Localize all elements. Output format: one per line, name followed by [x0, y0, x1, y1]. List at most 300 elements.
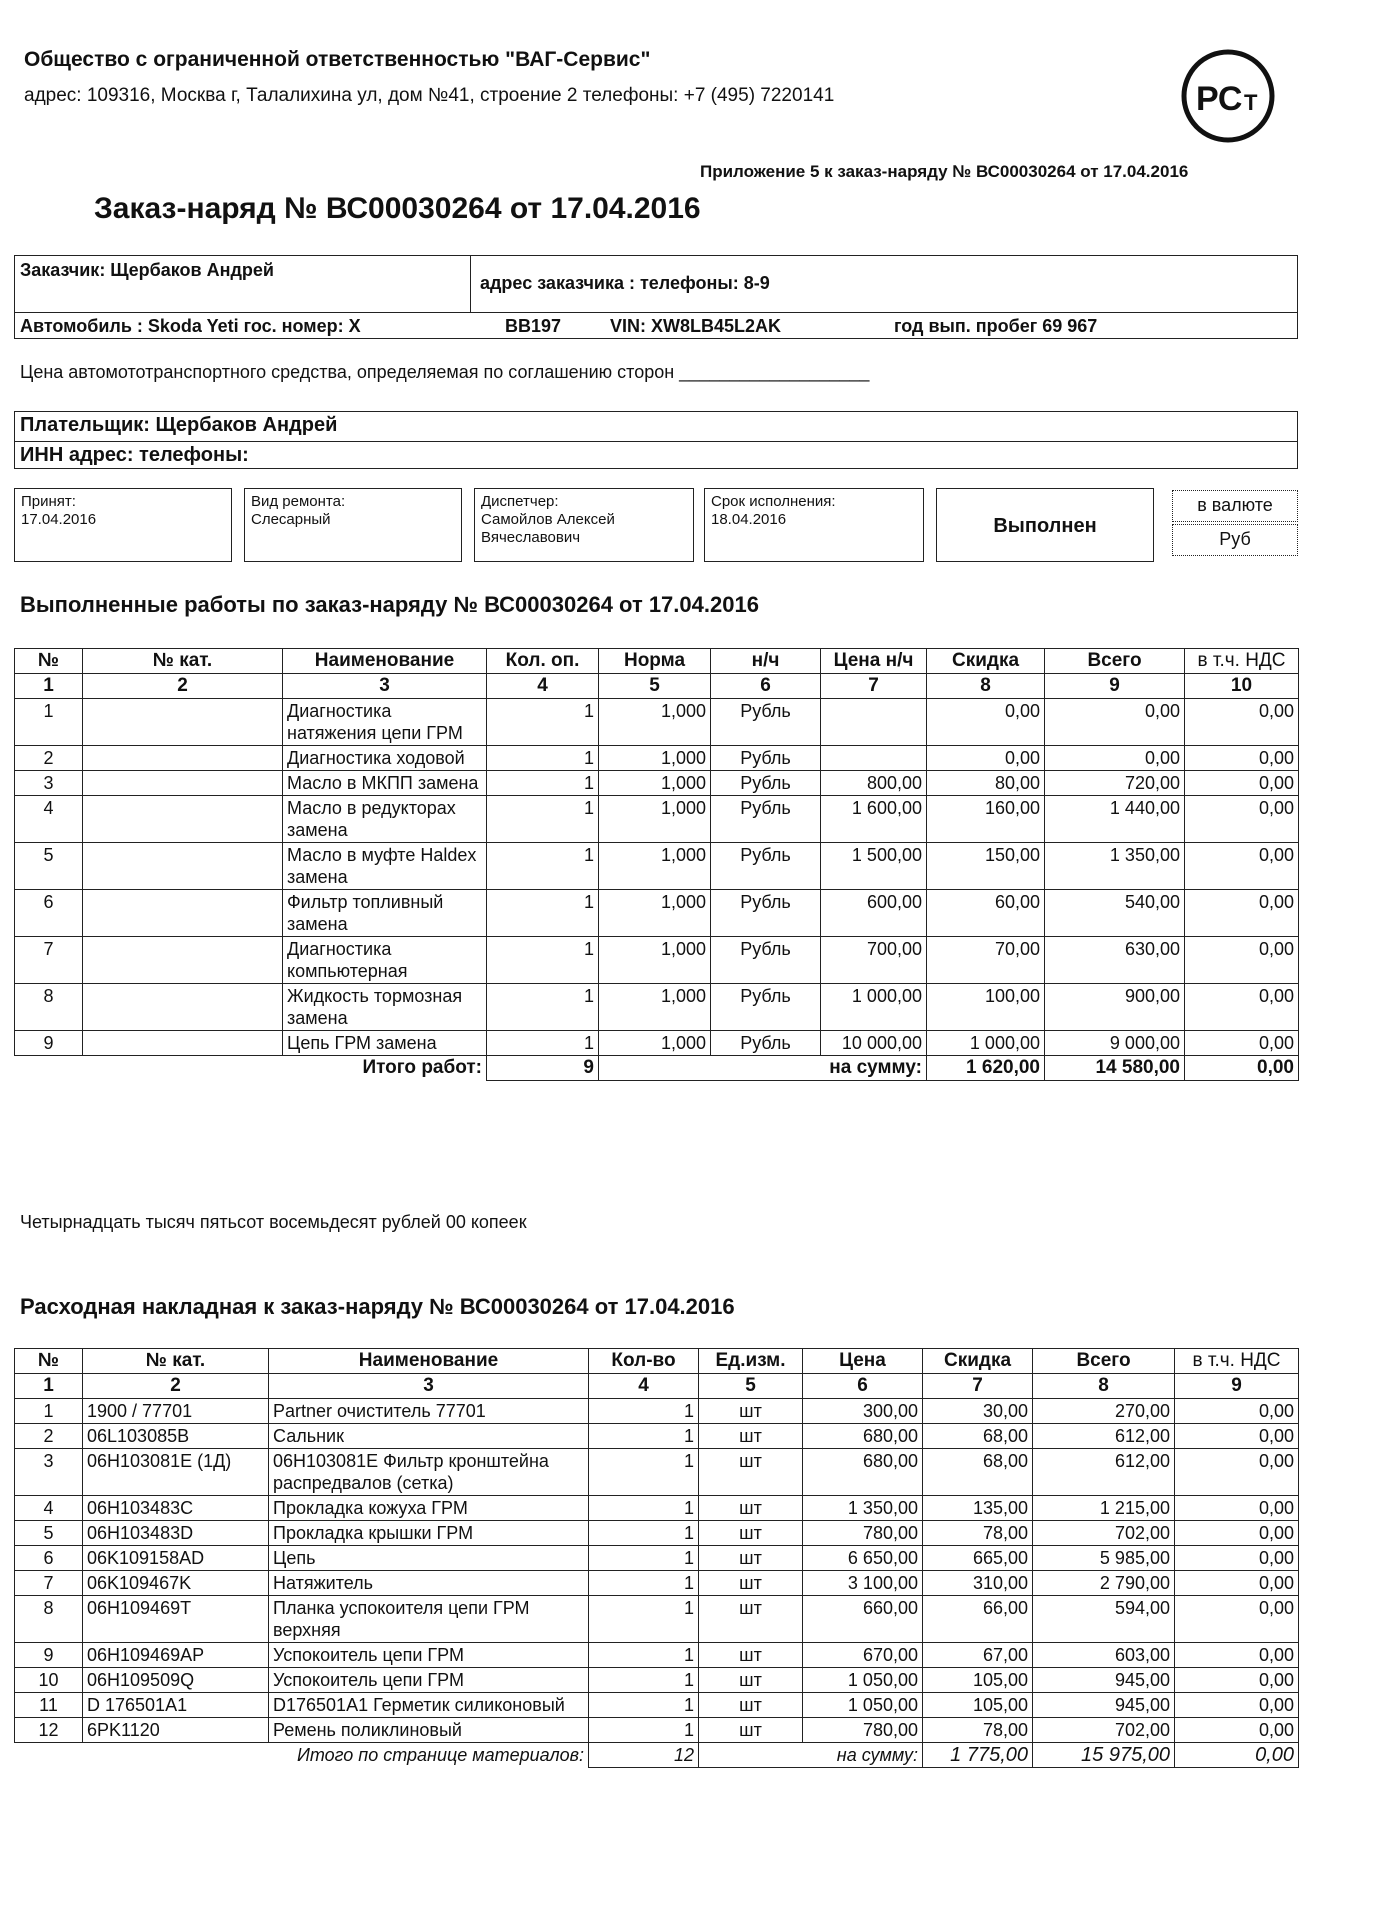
cell-unit: Рубль — [711, 843, 821, 890]
cell-total: 630,00 — [1045, 937, 1185, 984]
cell-unit: шт — [699, 1668, 803, 1693]
cell-name: Прокладка крышки ГРМ — [269, 1521, 589, 1546]
cell-qty: 1 — [589, 1571, 699, 1596]
col-index: 10 — [1185, 674, 1299, 699]
cell-name: 06H103081E Фильтр кронштейна распредвалов (сетка) — [269, 1449, 589, 1496]
cell-price: 300,00 — [803, 1399, 923, 1424]
cell-vat: 0,00 — [1185, 984, 1299, 1031]
cell-name: Жидкость тормозная замена — [283, 984, 487, 1031]
cell-discount: 68,00 — [923, 1424, 1033, 1449]
col-header: Скидка — [927, 649, 1045, 674]
cell-vat: 0,00 — [1175, 1424, 1299, 1449]
table-row — [15, 746, 1299, 771]
col-header: Наименование — [269, 1349, 589, 1374]
cell-qty: 1 — [589, 1596, 699, 1643]
rst-certification-logo — [1180, 48, 1276, 144]
repair-type-box — [244, 488, 462, 562]
cell-price — [821, 699, 927, 746]
works-table — [14, 648, 1299, 1081]
cell-vat: 0,00 — [1185, 890, 1299, 937]
cell-n: 6 — [15, 890, 83, 937]
cell-name: Диагностика ходовой — [283, 746, 487, 771]
cell-total: 0,00 — [1045, 699, 1185, 746]
accepted-box — [14, 488, 232, 562]
cell-total: 603,00 — [1033, 1643, 1175, 1668]
col-header: Скидка — [923, 1349, 1033, 1374]
cell-price: 1 000,00 — [821, 984, 927, 1031]
table-row — [15, 1668, 1299, 1693]
svg-text:Т: Т — [1244, 90, 1258, 115]
col-header: Всего — [1045, 649, 1185, 674]
col-header: Норма — [599, 649, 711, 674]
materials-total-discount: 1 775,00 — [923, 1743, 1033, 1768]
materials-section-title: Расходная накладная к заказ-наряду № ВС00030264 от 17.04.2016 — [20, 1294, 735, 1319]
cell-cat: 6PK1120 — [83, 1718, 269, 1743]
cell-qty: 1 — [589, 1546, 699, 1571]
works-sum-label: на сумму: — [599, 1056, 927, 1081]
table-row — [15, 1596, 1299, 1643]
col-index: 1 — [15, 674, 83, 699]
cell-n: 3 — [15, 1449, 83, 1496]
cell-price: 1 600,00 — [821, 796, 927, 843]
cell-discount: 66,00 — [923, 1596, 1033, 1643]
table-row — [15, 796, 1299, 843]
cell-total: 1 350,00 — [1045, 843, 1185, 890]
cell-unit: Рубль — [711, 1031, 821, 1056]
col-header: Кол-во — [589, 1349, 699, 1374]
materials-total-qty: 12 — [589, 1743, 699, 1768]
cell-price: 780,00 — [803, 1718, 923, 1743]
cell-total: 945,00 — [1033, 1693, 1175, 1718]
cell-price: 700,00 — [821, 937, 927, 984]
col-header: н/ч — [711, 649, 821, 674]
page-title: Заказ-наряд № ВС00030264 от 17.04.2016 — [94, 192, 701, 225]
col-index: 5 — [699, 1374, 803, 1399]
cell-total: 1 440,00 — [1045, 796, 1185, 843]
cell-price: 680,00 — [803, 1424, 923, 1449]
cell-cat: D 176501A1 — [83, 1693, 269, 1718]
cell-qty: 1 — [589, 1643, 699, 1668]
cell-total: 612,00 — [1033, 1424, 1175, 1449]
cell-vat: 0,00 — [1175, 1718, 1299, 1743]
cell-discount: 70,00 — [927, 937, 1045, 984]
cell-name: D176501A1 Герметик силиконовый — [269, 1693, 589, 1718]
status-badge: Выполнен — [993, 515, 1097, 537]
accepted-label: Принят: — [21, 493, 76, 510]
cell-n: 7 — [15, 937, 83, 984]
cell-unit: шт — [699, 1571, 803, 1596]
cell-cat — [83, 843, 283, 890]
cell-unit: шт — [699, 1424, 803, 1449]
cell-n: 9 — [15, 1643, 83, 1668]
cell-total: 900,00 — [1045, 984, 1185, 1031]
cell-vat: 0,00 — [1185, 796, 1299, 843]
cell-vat: 0,00 — [1185, 771, 1299, 796]
cell-norm: 1,000 — [599, 796, 711, 843]
cell-n: 8 — [15, 984, 83, 1031]
cell-name: Сальник — [269, 1424, 589, 1449]
cell-qty: 1 — [589, 1496, 699, 1521]
cell-cat — [83, 746, 283, 771]
customer-row-divider — [14, 312, 1298, 313]
cell-unit: Рубль — [711, 771, 821, 796]
cell-n: 10 — [15, 1668, 83, 1693]
payer-info: ИНН адрес: телефоны: — [20, 444, 249, 466]
cell-unit: шт — [699, 1693, 803, 1718]
cell-qty: 1 — [487, 699, 599, 746]
cell-name: Успокоитель цепи ГРМ — [269, 1668, 589, 1693]
cell-n: 7 — [15, 1571, 83, 1596]
currency-value: Руб — [1172, 524, 1298, 556]
cell-qty: 1 — [589, 1718, 699, 1743]
cell-total: 702,00 — [1033, 1718, 1175, 1743]
cell-qty: 1 — [589, 1399, 699, 1424]
cell-cat: 06H103483D — [83, 1521, 269, 1546]
cell-discount: 30,00 — [923, 1399, 1033, 1424]
cell-total: 0,00 — [1045, 746, 1185, 771]
col-header: Всего — [1033, 1349, 1175, 1374]
works-total-sum: 14 580,00 — [1045, 1056, 1185, 1081]
col-index: 8 — [1033, 1374, 1175, 1399]
table-row — [15, 843, 1299, 890]
col-index: 2 — [83, 1374, 269, 1399]
cell-cat: 1900 / 77701 — [83, 1399, 269, 1424]
cell-qty: 1 — [589, 1424, 699, 1449]
cell-price: 6 650,00 — [803, 1546, 923, 1571]
deadline-box — [704, 488, 924, 562]
cell-n: 3 — [15, 771, 83, 796]
table-row — [15, 1424, 1299, 1449]
cell-n: 2 — [15, 746, 83, 771]
cell-qty: 1 — [487, 984, 599, 1031]
col-header: № — [15, 1349, 83, 1374]
cell-total: 5 985,00 — [1033, 1546, 1175, 1571]
cell-cat: 06K109158AD — [83, 1546, 269, 1571]
works-total-qty: 9 — [487, 1056, 599, 1081]
col-index: 4 — [487, 674, 599, 699]
col-header: Цена н/ч — [821, 649, 927, 674]
col-index: 7 — [821, 674, 927, 699]
col-index: 4 — [589, 1374, 699, 1399]
cell-discount: 78,00 — [923, 1521, 1033, 1546]
table-row — [15, 1546, 1299, 1571]
cell-cat: 06L103085B — [83, 1424, 269, 1449]
cell-discount: 78,00 — [923, 1718, 1033, 1743]
col-index: 3 — [269, 1374, 589, 1399]
col-index: 6 — [803, 1374, 923, 1399]
materials-table — [14, 1348, 1299, 1768]
col-header: Наименование — [283, 649, 487, 674]
cell-name: Масло в МКПП замена — [283, 771, 487, 796]
cell-price: 780,00 — [803, 1521, 923, 1546]
col-index: 9 — [1175, 1374, 1299, 1399]
col-index: 1 — [15, 1374, 83, 1399]
table-row — [15, 1693, 1299, 1718]
col-index: 5 — [599, 674, 711, 699]
cell-vat: 0,00 — [1175, 1521, 1299, 1546]
cell-name: Цепь — [269, 1546, 589, 1571]
col-index: 7 — [923, 1374, 1033, 1399]
cell-discount: 665,00 — [923, 1546, 1033, 1571]
cell-cat: 06K109467K — [83, 1571, 269, 1596]
svg-text:РС: РС — [1196, 80, 1243, 118]
cell-unit: шт — [699, 1546, 803, 1571]
materials-sum-label: на сумму: — [699, 1743, 923, 1768]
appendix-note: Приложение 5 к заказ-наряду № ВС00030264 от 17.04.2016 — [700, 162, 1189, 181]
company-name: Общество с ограниченной ответственностью "ВАГ-Сервис" — [24, 48, 651, 71]
cell-unit: шт — [699, 1718, 803, 1743]
table-row — [15, 1031, 1299, 1056]
payer-name: Плательщик: Щербаков Андрей — [20, 414, 338, 436]
cell-unit: Рубль — [711, 937, 821, 984]
cell-total: 270,00 — [1033, 1399, 1175, 1424]
cell-unit: Рубль — [711, 699, 821, 746]
works-total-label: Итого работ: — [362, 1057, 482, 1078]
cell-unit: Рубль — [711, 746, 821, 771]
cell-unit: Рубль — [711, 984, 821, 1031]
cell-vat: 0,00 — [1185, 843, 1299, 890]
cell-total: 720,00 — [1045, 771, 1185, 796]
deadline-date: 18.04.2016 — [711, 511, 787, 528]
cell-name: Цепь ГРМ замена — [283, 1031, 487, 1056]
cell-vat: 0,00 — [1185, 937, 1299, 984]
cell-name: Диагностика компьютерная — [283, 937, 487, 984]
dispatcher-label: Диспетчер: — [481, 493, 559, 510]
cell-qty: 1 — [589, 1693, 699, 1718]
deadline-label: Срок исполнения: — [711, 493, 836, 510]
table-row — [15, 890, 1299, 937]
currency-label: в валюте — [1172, 490, 1298, 522]
table-row — [15, 699, 1299, 746]
materials-total-vat: 0,00 — [1175, 1743, 1299, 1768]
table-row — [15, 1521, 1299, 1546]
cell-unit: Рубль — [711, 796, 821, 843]
cell-vat: 0,00 — [1175, 1693, 1299, 1718]
cell-n: 4 — [15, 796, 83, 843]
table-row — [15, 1718, 1299, 1743]
cell-name: Прокладка кожуха ГРМ — [269, 1496, 589, 1521]
col-index: 6 — [711, 674, 821, 699]
cell-qty: 1 — [589, 1449, 699, 1496]
cell-norm: 1,000 — [599, 699, 711, 746]
cell-norm: 1,000 — [599, 890, 711, 937]
works-section-title: Выполненные работы по заказ-наряду № ВС00030264 от 17.04.2016 — [20, 592, 759, 617]
cell-discount: 160,00 — [927, 796, 1045, 843]
cell-n: 11 — [15, 1693, 83, 1718]
cell-name: Планка успокоителя цепи ГРМ верхняя — [269, 1596, 589, 1643]
cell-discount: 68,00 — [923, 1449, 1033, 1496]
car-number: ВВ197 — [505, 316, 562, 336]
cell-n: 4 — [15, 1496, 83, 1521]
col-header: № кат. — [83, 649, 283, 674]
cell-name: Диагностика натяжения цепи ГРМ — [283, 699, 487, 746]
cell-price: 660,00 — [803, 1596, 923, 1643]
cell-price: 10 000,00 — [821, 1031, 927, 1056]
cell-cat: 06H103081E (1Д) — [83, 1449, 269, 1496]
cell-vat: 0,00 — [1175, 1496, 1299, 1521]
cell-price: 670,00 — [803, 1643, 923, 1668]
cell-discount: 310,00 — [923, 1571, 1033, 1596]
cell-qty: 1 — [589, 1521, 699, 1546]
cell-norm: 1,000 — [599, 1031, 711, 1056]
cell-vat: 0,00 — [1175, 1643, 1299, 1668]
cell-name: Partner очиститель 77701 — [269, 1399, 589, 1424]
cell-total: 9 000,00 — [1045, 1031, 1185, 1056]
cell-n: 9 — [15, 1031, 83, 1056]
cell-qty: 1 — [589, 1668, 699, 1693]
cell-price — [821, 746, 927, 771]
cell-vat: 0,00 — [1175, 1596, 1299, 1643]
cell-norm: 1,000 — [599, 843, 711, 890]
col-header: № — [15, 649, 83, 674]
accepted-date: 17.04.2016 — [21, 511, 97, 528]
cell-price: 1 050,00 — [803, 1693, 923, 1718]
col-header: в т.ч. НДС — [1185, 649, 1299, 674]
cell-total: 594,00 — [1033, 1596, 1175, 1643]
cell-cat: 06H103483C — [83, 1496, 269, 1521]
cell-vat: 0,00 — [1175, 1668, 1299, 1693]
col-header: № кат. — [83, 1349, 269, 1374]
cell-vat: 0,00 — [1175, 1449, 1299, 1496]
total-in-words: Четырнадцать тысяч пятьсот восемьдесят рублей 00 копеек — [20, 1212, 527, 1232]
cell-price: 1 500,00 — [821, 843, 927, 890]
cell-n: 8 — [15, 1596, 83, 1643]
dispatcher-box — [474, 488, 694, 562]
cell-cat — [83, 937, 283, 984]
cell-unit: шт — [699, 1399, 803, 1424]
cell-cat: 06H109469AP — [83, 1643, 269, 1668]
col-header: Кол. оп. — [487, 649, 599, 674]
table-row — [15, 1571, 1299, 1596]
table-row — [15, 984, 1299, 1031]
customer-address: адрес заказчика : телефоны: 8-9 — [480, 273, 770, 293]
cell-qty: 1 — [487, 1031, 599, 1056]
materials-total-sum: 15 975,00 — [1033, 1743, 1175, 1768]
cell-discount: 67,00 — [923, 1643, 1033, 1668]
cell-vat: 0,00 — [1185, 1031, 1299, 1056]
cell-n: 5 — [15, 1521, 83, 1546]
cell-name: Успокоитель цепи ГРМ — [269, 1643, 589, 1668]
cell-cat — [83, 1031, 283, 1056]
cell-qty: 1 — [487, 796, 599, 843]
cell-n: 2 — [15, 1424, 83, 1449]
table-row — [15, 771, 1299, 796]
cell-vat: 0,00 — [1185, 699, 1299, 746]
car-year-mileage: год вып. пробег 69 967 — [894, 316, 1098, 336]
car-info: Автомобиль : Skoda Yeti гос. номер: Х — [20, 316, 361, 336]
cell-discount: 0,00 — [927, 746, 1045, 771]
cell-discount: 150,00 — [927, 843, 1045, 890]
materials-total-label: Итого по странице материалов: — [296, 1745, 584, 1765]
cell-unit: шт — [699, 1449, 803, 1496]
repair-type-value: Слесарный — [251, 511, 331, 528]
col-index: 3 — [283, 674, 487, 699]
table-row — [15, 1399, 1299, 1424]
cell-price: 3 100,00 — [803, 1571, 923, 1596]
cell-qty: 1 — [487, 937, 599, 984]
cell-vat: 0,00 — [1185, 746, 1299, 771]
cell-n: 1 — [15, 699, 83, 746]
cell-vat: 0,00 — [1175, 1571, 1299, 1596]
cell-norm: 1,000 — [599, 771, 711, 796]
col-header: Ед.изм. — [699, 1349, 803, 1374]
cell-cat: 06H109509Q — [83, 1668, 269, 1693]
cell-cat — [83, 984, 283, 1031]
cell-price: 680,00 — [803, 1449, 923, 1496]
cell-qty: 1 — [487, 771, 599, 796]
cell-name: Масло в редукторах замена — [283, 796, 487, 843]
cell-unit: шт — [699, 1496, 803, 1521]
cell-unit: Рубль — [711, 890, 821, 937]
customer-name: Заказчик: Щербаков Андрей — [20, 260, 274, 280]
cell-cat: 06H109469T — [83, 1596, 269, 1643]
payer-row-divider — [14, 441, 1298, 442]
cell-total: 945,00 — [1033, 1668, 1175, 1693]
cell-discount: 80,00 — [927, 771, 1045, 796]
table-row — [15, 1496, 1299, 1521]
cell-cat — [83, 796, 283, 843]
cell-unit: шт — [699, 1596, 803, 1643]
cell-total: 2 790,00 — [1033, 1571, 1175, 1596]
works-total-vat: 0,00 — [1185, 1056, 1299, 1081]
col-index: 9 — [1045, 674, 1185, 699]
cell-total: 1 215,00 — [1033, 1496, 1175, 1521]
table-row — [15, 1449, 1299, 1496]
cell-price: 1 350,00 — [803, 1496, 923, 1521]
cell-discount: 135,00 — [923, 1496, 1033, 1521]
cell-name: Фильтр топливный замена — [283, 890, 487, 937]
cell-n: 6 — [15, 1546, 83, 1571]
cell-discount: 0,00 — [927, 699, 1045, 746]
cell-unit: шт — [699, 1643, 803, 1668]
col-header: Цена — [803, 1349, 923, 1374]
cell-total: 702,00 — [1033, 1521, 1175, 1546]
cell-price: 800,00 — [821, 771, 927, 796]
works-total-discount: 1 620,00 — [927, 1056, 1045, 1081]
cell-name: Натяжитель — [269, 1571, 589, 1596]
cell-discount: 105,00 — [923, 1668, 1033, 1693]
col-index: 2 — [83, 674, 283, 699]
cell-vat: 0,00 — [1175, 1546, 1299, 1571]
cell-unit: шт — [699, 1521, 803, 1546]
cell-norm: 1,000 — [599, 937, 711, 984]
vehicle-price-note: Цена автомототранспортного средства, определяемая по соглашению сторон ___________________ — [20, 362, 870, 382]
cell-price: 600,00 — [821, 890, 927, 937]
cell-name: Масло в муфте Haldex замена — [283, 843, 487, 890]
cell-vat: 0,00 — [1175, 1399, 1299, 1424]
cell-qty: 1 — [487, 746, 599, 771]
cell-n: 5 — [15, 843, 83, 890]
company-address: адрес: 109316, Москва г, Талалихина ул, дом №41, строение 2 телефоны: +7 (495) 7220141 — [24, 85, 835, 106]
status-box — [936, 488, 1154, 562]
cell-cat — [83, 890, 283, 937]
table-row — [15, 937, 1299, 984]
cell-n: 1 — [15, 1399, 83, 1424]
cell-discount: 100,00 — [927, 984, 1045, 1031]
col-header: в т.ч. НДС — [1175, 1349, 1299, 1374]
car-vin: VIN: XW8LB45L2AK — [610, 316, 782, 336]
repair-type-label: Вид ремонта: — [251, 493, 346, 510]
cell-n: 12 — [15, 1718, 83, 1743]
cell-discount: 105,00 — [923, 1693, 1033, 1718]
cell-discount: 60,00 — [927, 890, 1045, 937]
cell-total: 540,00 — [1045, 890, 1185, 937]
cell-cat — [83, 771, 283, 796]
table-row — [15, 1643, 1299, 1668]
cell-norm: 1,000 — [599, 746, 711, 771]
col-index: 8 — [927, 674, 1045, 699]
cell-discount: 1 000,00 — [927, 1031, 1045, 1056]
